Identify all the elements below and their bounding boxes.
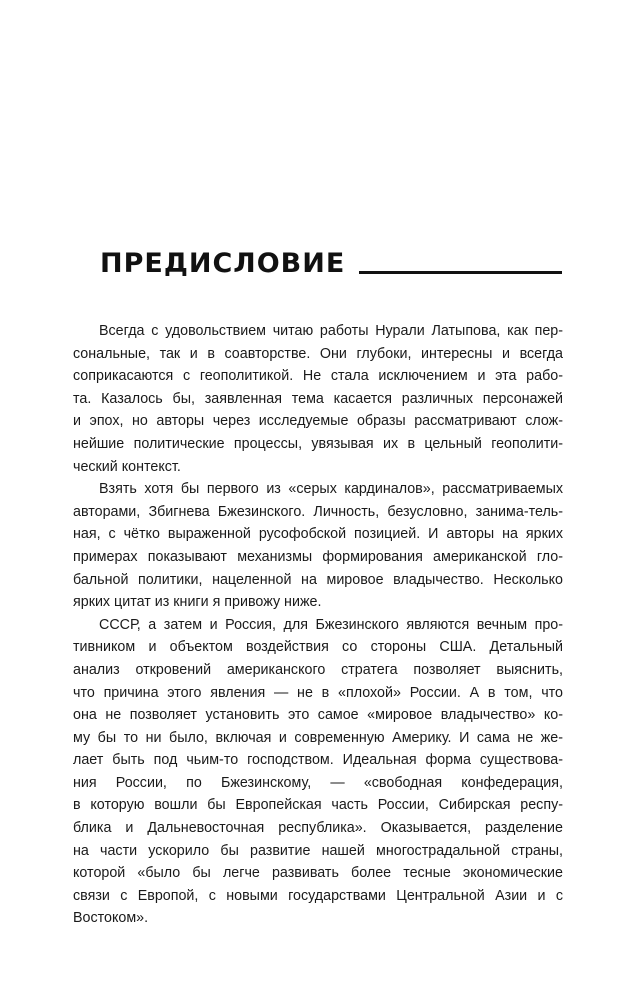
text-line: примерах показывают механизмы формирования американской гло- [73,548,563,565]
text-line: в которую вошли бы Европейская часть России, Сибирская респу- [73,797,563,814]
text-line: лает быть под чьим-то господством. Идеальная форма существова- [73,752,563,769]
text-line: та. Казалось бы, заявленная тема касается различных персонажей [73,390,563,407]
text-line: ческий контекст. [73,458,181,475]
text-line: ная, с чётко выраженной русофобской позицией. И авторы на ярких [73,526,563,543]
text-line: нейшие политические процессы, увязывая их в цельный геополити- [73,435,563,452]
text-line: СССР, а затем и Россия, для Бжезинского являются вечным про- [99,616,563,633]
text-line: тивником и объектом воздействия со стороны США. Детальный [73,639,563,656]
text-line: она не позволяет установить это самое «мировое владычество» ко- [73,707,563,724]
text-line: му бы то ни было, включая и современную Америку. И сама не же- [73,729,563,746]
text-line: Всегда с удовольствием читаю работы Нурали Латыпова, как пер- [99,323,563,339]
paragraph [73,478,563,614]
text-line: ярких цитат из книги я привожу ниже. [73,594,322,611]
text-line: соприкасаются с геополитикой. Не стала исключением и эта рабо- [73,368,563,385]
heading-rule [359,271,562,274]
text-line: сональные, так и в соавторстве. Они глубоки, интересны и всегда [73,345,563,362]
text-line: и эпох, но авторы через исследуемые образы рассматривают слож- [73,413,563,430]
chapter-title: ПРЕДИСЛОВИЕ [100,248,346,279]
text-line: блика и Дальневосточная республика». Оказывается, разделение [73,820,563,837]
paragraph [73,614,563,930]
text-line: которой «было бы легче развивать более тесные экономические [73,865,563,882]
text-line: бальной политики, нацеленной на мировое владычество. Несколько [73,571,563,588]
text-line: связи с Европой, с новыми государствами Центральной Азии и с [73,887,563,904]
chapter-heading-row [100,250,562,277]
chapter-body [73,320,563,930]
paragraph [73,320,563,478]
text-line: ния России, по Бжезинскому, — «свободная конфедерация, [73,774,563,791]
text-line: что причина этого явления — не в «плохой» России. А в том, что [73,684,563,701]
text-line: анализ откровений американского стратега позволяет выяснить, [73,661,563,678]
text-line: на части ускорило бы развитие нашей многострадальной страны, [73,842,563,859]
text-line: авторами, Збигнева Бжезинского. Личность, безусловно, занима-тель- [73,503,563,520]
text-line: Взять хотя бы первого из «серых кардиналов», рассматриваемых [99,481,563,498]
text-line: Востоком». [73,910,149,927]
